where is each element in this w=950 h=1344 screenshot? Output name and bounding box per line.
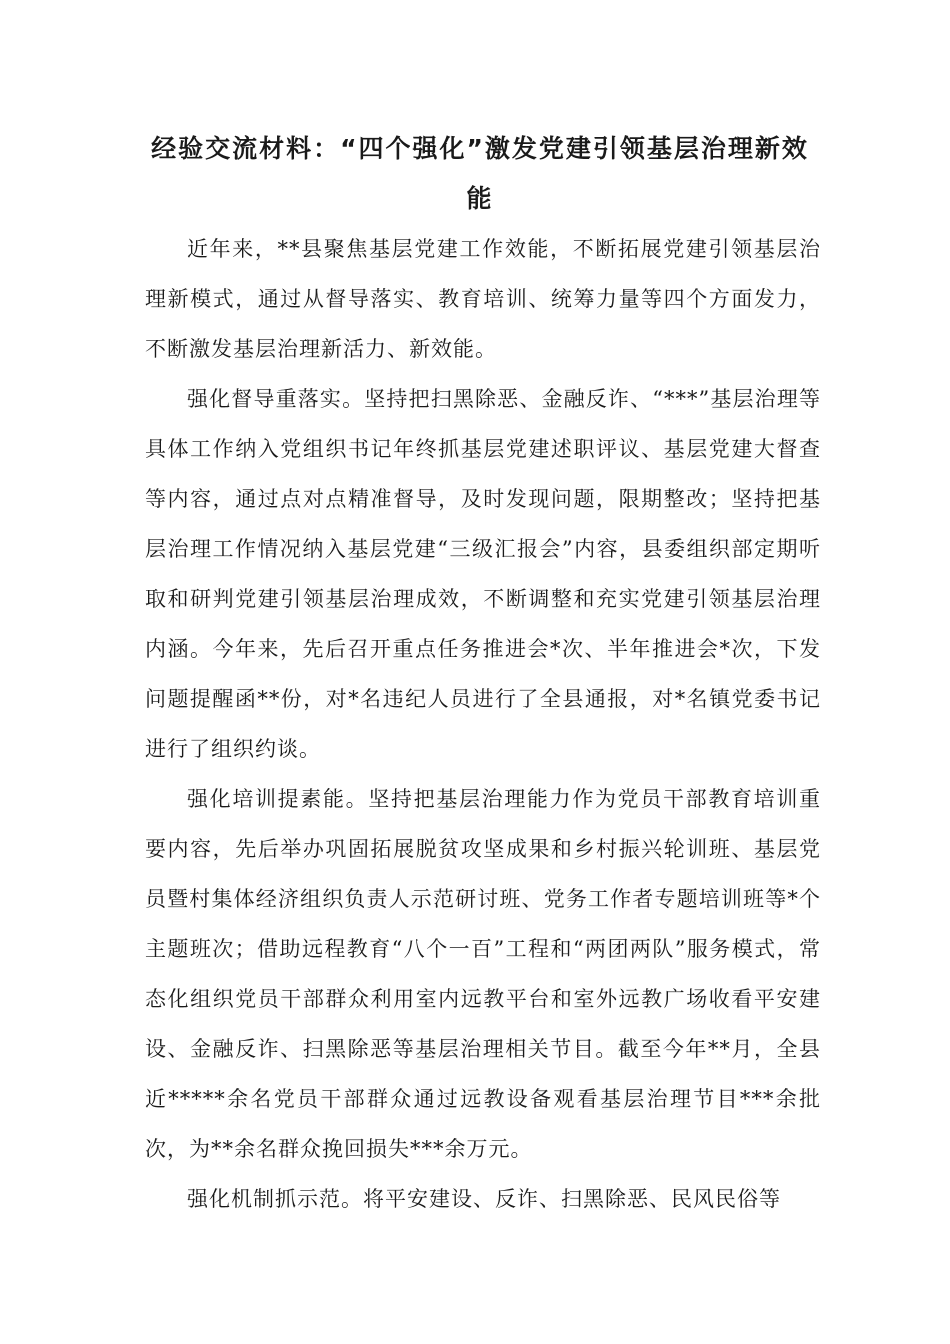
paragraph-intro: 近年来，**县聚焦基层党建工作效能，不断拓展党建引领基层治理新模式，通过从督导落实、教育培训、统筹力量等四个方面发力，不断激发基层治理新活力、新效能。: [145, 237, 821, 361]
document-title: 经验交流材料：“四个强化”激发党建引领基层治理新效能: [151, 134, 809, 213]
paragraph-training: 强化培训提素能。坚持把基层治理能力作为党员干部教育培训重要内容，先后举办巩固拓展脱贫攻坚成果和乡村振兴轮训班、基层党员暨村集体经济组织负责人示范研讨班、党务工作者专题培训班等*个主题班次；借助远程教育“八个一百”工程和“两团两队”服务模式，常态化组织党员干部群众利用室内远教平台和室外远教广场收看平安建设、金融反诈、扫黑除恶等基层治理相关节目。截至今年**月，全县近*****余名党员干部群众通过远教设备观看基层治理节目***余批次，为**余名群众挽回损失***余万元。: [145, 787, 821, 1161]
document-body: [145, 224, 821, 1224]
paragraph-supervision: 强化督导重落实。坚持把扫黑除恶、金融反诈、“***”基层治理等具体工作纳入党组织书记年终抓基层党建述职评议、基层党建大督查等内容，通过点对点精准督导，及时发现问题，限期整改；坚持把基层治理工作情况纳入基层党建“三级汇报会”内容，县委组织部定期听取和研判党建引领基层治理成效，不断调整和充实党建引领基层治理内涵。今年来，先后召开重点任务推进会*次、半年推进会*次，下发问题提醒函**份，对*名违纪人员进行了全县通报，对*名镇党委书记进行了组织约谈。: [145, 387, 821, 761]
paragraph-mechanism: 强化机制抓示范。将平安建设、反诈、扫黑除恶、民风民俗等: [187, 1187, 781, 1211]
